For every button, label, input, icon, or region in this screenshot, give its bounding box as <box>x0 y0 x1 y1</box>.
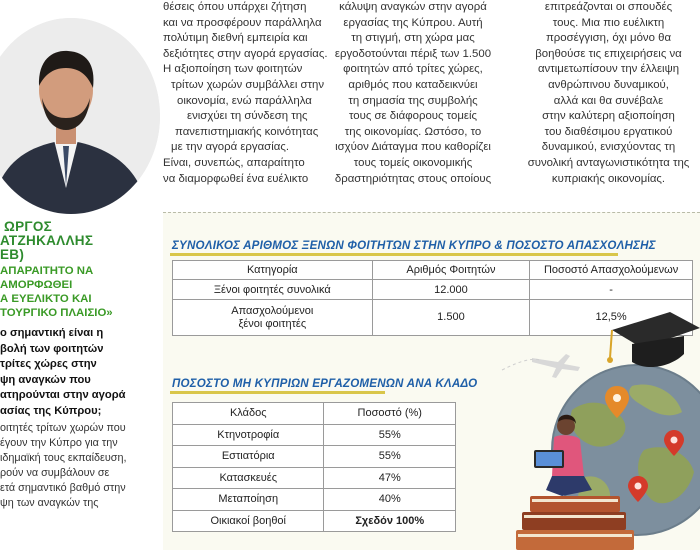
pull-quote-line: ΑΜΟΡΦΩΘΕΙ <box>0 279 73 291</box>
article-line: αριθμός που καταδεικνύει <box>348 78 478 91</box>
question-line: βολή των φοιτητών <box>0 342 104 355</box>
table-cell: Κατασκευές <box>173 467 324 489</box>
table-header: Κλάδος <box>173 403 324 425</box>
author-name-line: ΑΤΖΗΚΑΛΛΗΣ <box>0 233 94 248</box>
article-line: στην καλύτερη αξιοποίηση <box>542 110 675 123</box>
table-cell: 55% <box>324 424 456 446</box>
article-line: κυπριακής οικονομίας. <box>551 172 666 185</box>
table-cell: Ξένοι φοιτητές συνολικά <box>173 280 373 300</box>
answer-line: έγουν την Κύπρο για την <box>0 437 118 449</box>
table-row <box>173 280 693 300</box>
table-header: Ποσοστό Απασχολούμενων <box>530 261 693 280</box>
table-row <box>173 424 456 446</box>
sector-workers-table <box>172 402 456 532</box>
article-line: του διαθέσιμου εργατικού <box>544 125 673 138</box>
article-column-3 <box>517 0 700 187</box>
answer-line: ετά σημαντικό βαθμό στην <box>0 482 126 494</box>
pull-quote-line: ΤΟΥΡΓΙΚΟ ΠΛΑΙΣΙΟ» <box>0 307 113 319</box>
article-line: προσέγγιση, όχι μόνο θα <box>545 32 672 45</box>
question-line: τρίτες χώρες στην <box>0 358 97 370</box>
article-line: δεξιότητες στην αγορά εργασίας. <box>163 47 328 60</box>
article-line: ισχύον Διάταγμα που καθορίζει <box>335 141 491 154</box>
article-line: της οικονομίας. Ωστόσο, το <box>344 125 482 138</box>
education-illustration <box>462 300 700 550</box>
article-line: Η αξιοποίηση των φοιτητών <box>163 63 303 76</box>
table-cell: 55% <box>324 446 456 468</box>
author-portrait-illustration <box>0 18 160 214</box>
author-name-line: ΩΡΓΟΣ <box>4 219 53 234</box>
author-bio <box>0 220 165 511</box>
article-line: φοιτητών από τρίτες χώρες, <box>343 63 483 76</box>
article-line: αντιμετωπίσουν την έλλειψη <box>537 63 680 76</box>
table1-title-underline <box>170 253 618 256</box>
article-line: να διαμορφωθεί ένα ευέλικτο <box>163 172 309 185</box>
table-cell-line: ξένοι φοιτητές <box>238 317 307 330</box>
article-line: εργασίας της Κύπρου. Αυτή <box>343 16 483 29</box>
article-line: δραστηριότητας στους οποίους <box>334 172 492 185</box>
table-cell: Σχεδόν 100% <box>324 510 456 532</box>
table-cell-line: Απασχολούμενοι <box>231 304 314 317</box>
table2-title-underline <box>170 391 385 394</box>
question-line: ατηρούνται στην αγορά <box>0 389 126 401</box>
interview-question <box>0 326 165 419</box>
article-line: συνολική ανταγωνιστικότητα της <box>527 156 690 169</box>
table-cell: 47% <box>324 467 456 489</box>
graduation-cap-icon <box>607 312 700 367</box>
interview-answer <box>0 421 165 511</box>
pull-quote <box>0 264 165 320</box>
table-header: Κατηγορία <box>173 261 373 280</box>
article-line: ενισχύει τη σύνδεση της <box>187 110 308 123</box>
table-header-row <box>173 403 456 425</box>
article-column-2 <box>318 0 508 187</box>
infobox-divider <box>163 212 700 213</box>
table-cell: 1.500 <box>372 300 530 336</box>
question-line: ψη αναγκών που <box>0 373 91 386</box>
answer-line: ρούν να συμβάλουν σε <box>0 467 110 479</box>
table2-title: ΠΟΣΟΣΤΟ ΜΗ ΚΥΠΡΙΩΝ ΕΡΓΑΖΟΜΕΝΩΝ ΑΝΑ ΚΛΑΔΟ <box>172 377 478 390</box>
article-column-1 <box>163 0 328 187</box>
article-line: αλλά και θα συνέβαλε <box>553 94 664 107</box>
article-line: εργοδοτούνται πέριξ των 1.500 <box>334 47 492 60</box>
table-cell: Εστιατόρια <box>173 446 324 468</box>
question-line: ο σημαντική είναι η <box>0 327 104 339</box>
article-line: κάλυψη αναγκών στην αγορά <box>339 1 487 13</box>
table-cell <box>173 300 373 336</box>
author-photo <box>0 18 160 214</box>
article-line: επιτρεάζονται οι σπουδές <box>544 1 673 13</box>
author-name-line: ΕΒ) <box>0 247 25 262</box>
table-cell: - <box>530 280 693 300</box>
table-cell: 12.000 <box>372 280 530 300</box>
table-row <box>173 467 456 489</box>
author-name <box>0 220 165 262</box>
table-header: Αριθμός Φοιτητών <box>372 261 530 280</box>
article-line: πολύτιμη διεθνή εμπειρία και <box>163 32 308 45</box>
table-cell: Κτηνοτροφία <box>173 424 324 446</box>
table-header: Ποσοστό (%) <box>324 403 456 425</box>
answer-line: ψη των αναγκών της <box>0 497 99 509</box>
answer-line: οιτητές τρίτων χωρών που <box>0 422 126 434</box>
article-line: τρίτων χωρών συμβάλλει στην <box>171 78 325 91</box>
pull-quote-line: ΑΠΑΡΑΙΤΗΤΟ ΝΑ <box>0 265 94 277</box>
globe-books-student-illustration <box>462 300 700 550</box>
table-row <box>173 510 456 532</box>
table-header-row <box>173 261 693 280</box>
table-row <box>173 446 456 468</box>
article-line: τους τομείς οικονομικής <box>353 156 473 169</box>
article-line: Είναι, συνεπώς, απαραίτητο <box>163 156 305 169</box>
airplane-icon <box>502 354 580 378</box>
article-line: τη σημασία της συμβολής <box>348 94 478 107</box>
table-cell: Μεταποίηση <box>173 489 324 511</box>
table1-title: ΣΥΝΟΛΙΚΟΣ ΑΡΙΘΜΟΣ ΞΕΝΩΝ ΦΟΙΤΗΤΩΝ ΣΤΗΝ ΚΥΠΡΟ & ΠΟΣΟΣΤΟ ΑΠΑΣΧΟΛΗΣΗΣ <box>172 239 656 252</box>
table-cell: Οικιακοί βοηθοί <box>173 510 324 532</box>
article-line: θέσεις όπου υπάρχει ζήτηση <box>163 1 307 13</box>
article-line: οικονομία, ενώ παράλληλα <box>177 94 312 107</box>
article-line: ανθρώπινου δυναμικού, <box>548 78 669 91</box>
table-cell: 12,5% <box>530 300 693 336</box>
article-line: τη στιγμή, στη χώρα μας <box>351 32 475 45</box>
books-stack-icon <box>516 496 634 550</box>
article-line: και να προσφέρουν παράλληλα <box>163 16 322 29</box>
article-line: δυναμικού, ενισχύοντας τη <box>541 141 676 154</box>
table-cell: 40% <box>324 489 456 511</box>
table-row <box>173 489 456 511</box>
article-line: βοηθούσε τις επιχειρήσεις να <box>535 47 682 60</box>
article-line: τους. Μια πιο ευέλικτη <box>552 16 665 29</box>
question-line: ασίας της Κύπρου; <box>0 404 102 417</box>
article-line: με την αγορά εργασίας. <box>171 141 289 154</box>
pull-quote-line: Α ΕΥΕΛΙΚΤΟ ΚΑΙ <box>0 293 92 305</box>
article-line: τους σε διάφορους τομείς <box>348 110 478 123</box>
answer-line: ιδημαϊκή τους εκπαίδευση, <box>0 452 127 464</box>
article-line: πανεπιστημιακής κοινότητας <box>175 125 319 138</box>
